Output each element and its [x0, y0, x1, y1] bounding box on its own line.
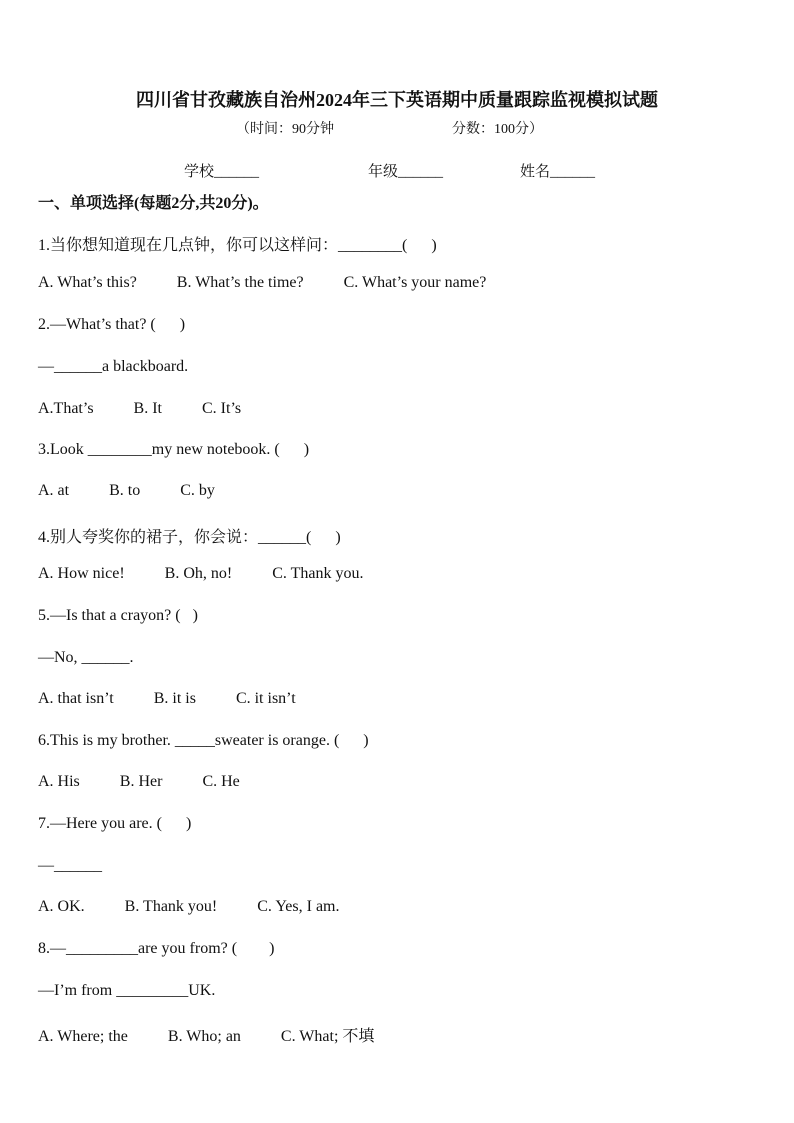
- q3-options: A. at B. to C. by: [38, 482, 215, 499]
- section-heading: 一、单项选择(每题2分,共20分)。: [38, 195, 269, 212]
- q8-options: A. Where; the B. Who; an C. What; 不填: [38, 1028, 375, 1045]
- school-field: 学校______: [184, 164, 260, 180]
- q5-options: A. that isn’t B. it is C. it isn’t: [38, 690, 296, 707]
- q4-options: A. How nice! B. Oh, no! C. Thank you.: [38, 565, 364, 582]
- q2-answer-line: —______a blackboard.: [38, 358, 189, 375]
- q7-answer-line: —______: [38, 857, 102, 874]
- exam-score: 分数：100分）: [452, 122, 543, 137]
- q8-answer-line: —I’m from _________UK.: [38, 982, 216, 999]
- q5-stem: 5.—Is that a crayon? ( ): [38, 607, 198, 624]
- q6-stem: 6.This is my brother. _____sweater is orange. ( ): [38, 732, 369, 749]
- name-field: 姓名______: [520, 164, 596, 180]
- q8-stem: 8.—_________are you from? ( ): [38, 940, 275, 957]
- q3-stem: 3.Look ________my new notebook. ( ): [38, 441, 310, 458]
- grade-field: 年级______: [368, 164, 444, 180]
- exam-time: （时间：90分钟: [236, 122, 334, 137]
- q2-options: A.That’s B. It C. It’s: [38, 400, 242, 417]
- exam-title: 四川省甘孜藏族自治州2024年三下英语期中质量跟踪监视模拟试题: [136, 90, 658, 110]
- q1-stem: 1.当你想知道现在几点钟，你可以这样问：________( ): [38, 237, 437, 254]
- q6-options: A. His B. Her C. He: [38, 773, 240, 790]
- q5-answer-line: —No, ______.: [38, 649, 134, 666]
- q7-options: A. OK. B. Thank you! C. Yes, I am.: [38, 898, 340, 915]
- q2-stem: 2.—What’s that? ( ): [38, 316, 186, 333]
- q1-options: A. What’s this? B. What’s the time? C. What’s your name?: [38, 274, 487, 291]
- q7-stem: 7.—Here you are. ( ): [38, 815, 192, 832]
- q4-stem: 4.别人夸奖你的裙子，你会说：______( ): [38, 529, 341, 546]
